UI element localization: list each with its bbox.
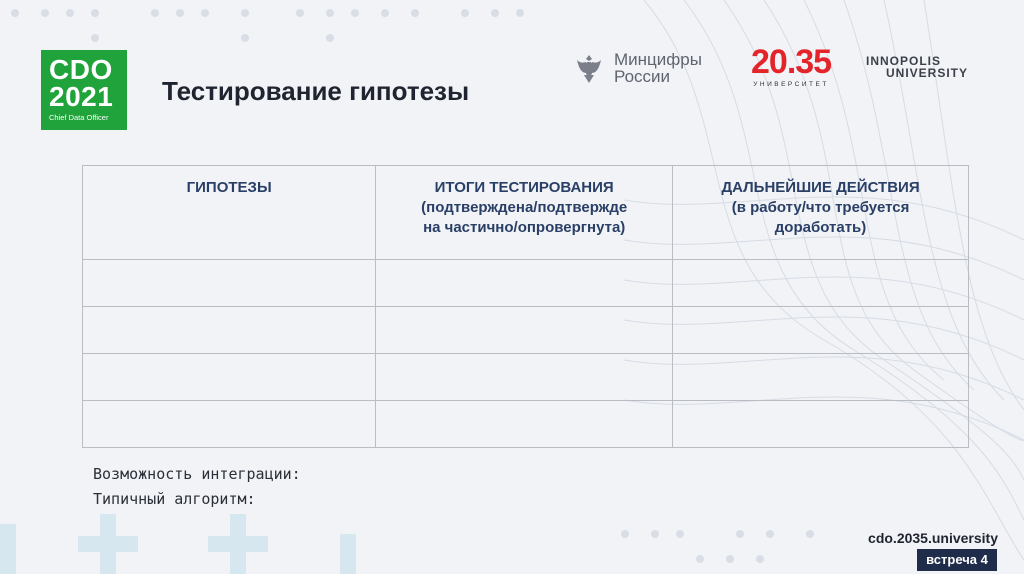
header-title: ГИПОТЕЗЫ [186,179,272,196]
note-algorithm: Типичный алгоритм: [93,490,256,508]
mintsifry-line2: России [614,67,671,86]
cdo-logo-line3: Chief Data Officer [49,113,109,122]
hypothesis-table [82,165,969,448]
header-hypotheses [83,166,376,260]
table-row [83,401,969,448]
decorative-crosses [0,504,820,574]
header-title: ИТОГИ ТЕСТИРОВАНИЯ [434,179,614,196]
university-2035-sub: УНИВЕРСИТЕТ [753,81,829,88]
table-row [83,260,969,307]
table-cell[interactable] [83,307,376,354]
header-subtitle: доработать) [774,219,867,236]
mintsifry-logo [574,51,702,85]
table-row [83,307,969,354]
table-cell[interactable] [376,401,673,448]
cdo-2021-logo [41,50,127,130]
table-header-row [83,166,969,260]
decorative-dots [0,0,560,50]
page-title: Тестирование гипотезы [162,76,470,106]
innopolis-university-logo [866,55,968,79]
innopolis-line1: INNOPOLIS [866,54,942,68]
meeting-badge: встреча 4 [917,549,997,571]
table-cell[interactable] [673,307,969,354]
table-cell[interactable] [376,354,673,401]
table-cell[interactable] [673,401,969,448]
cdo-logo-line1: CDO [49,54,113,85]
header-subtitle: (в работу/что требуется [731,199,910,216]
innopolis-line2: UNIVERSITY [886,66,969,80]
header-next-actions [673,166,969,260]
header-title: ДАЛЬНЕЙШИЕ ДЕЙСТВИЯ [721,179,920,196]
notes-block [93,462,301,512]
table-cell[interactable] [83,260,376,307]
university-2035-logo [751,44,831,88]
table-cell[interactable] [83,354,376,401]
table-cell[interactable] [673,354,969,401]
header-test-results [376,166,673,260]
mintsifry-line1: Минцифры [614,50,702,69]
note-integration: Возможность интеграции: [93,465,301,483]
table-cell[interactable] [376,307,673,354]
eagle-emblem-icon [574,51,604,85]
table-cell[interactable] [376,260,673,307]
university-2035-number: 20.35 [751,43,832,81]
cdo-logo-line2: 2021 [49,81,114,112]
table-cell[interactable] [83,401,376,448]
header-subtitle: на частично/опровергнута) [423,219,626,236]
site-url: cdo.2035.university [868,530,998,546]
table-row [83,354,969,401]
table-cell[interactable] [673,260,969,307]
header-subtitle: (подтверждена/подтвержде [421,199,628,216]
